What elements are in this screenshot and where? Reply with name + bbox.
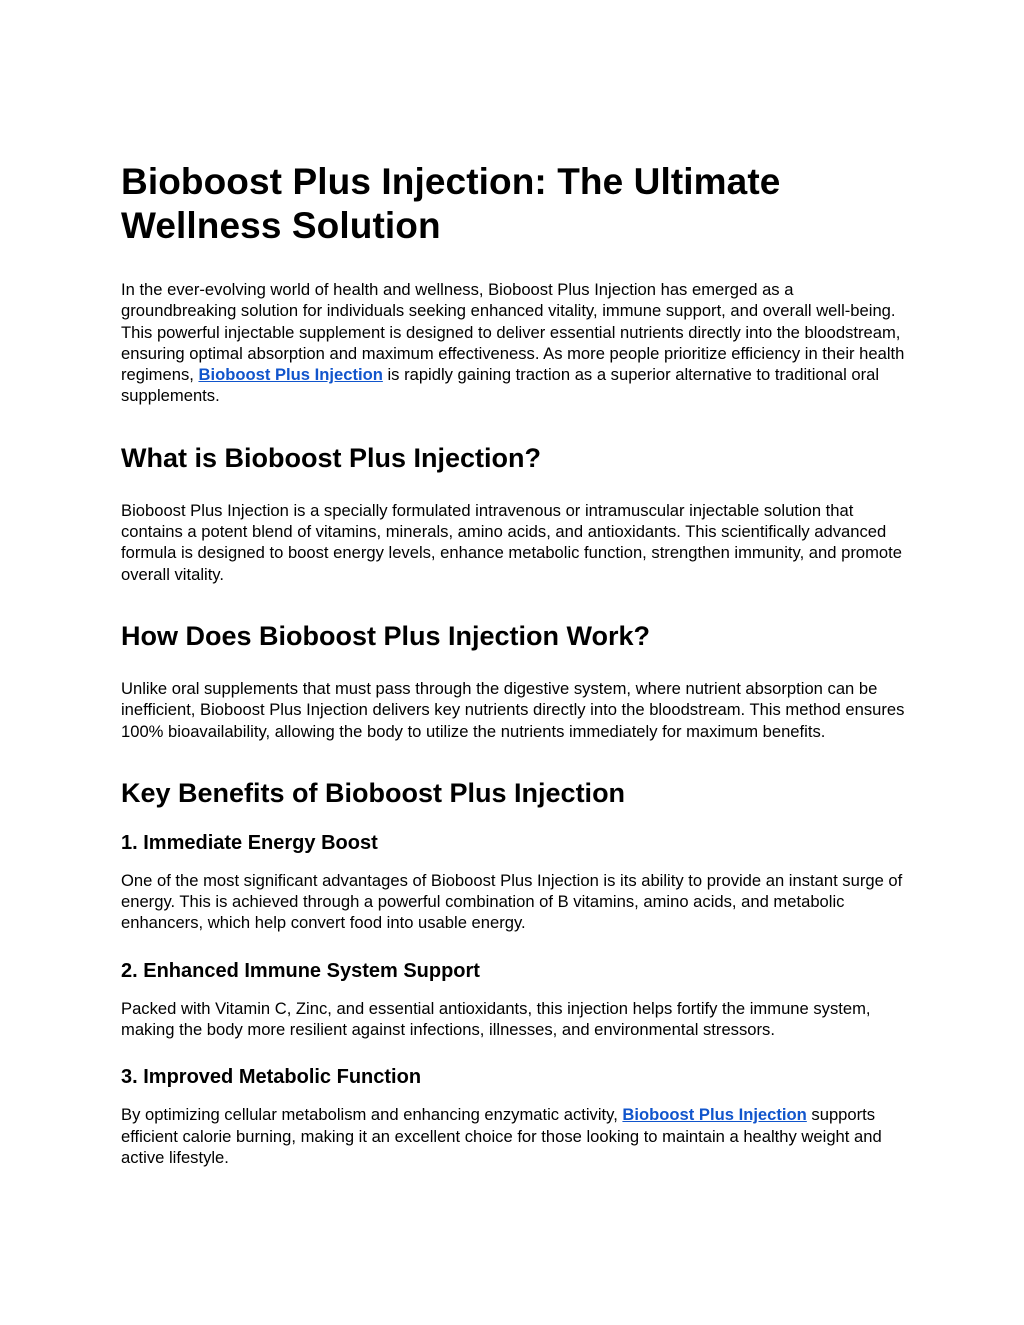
document-page	[121, 160, 911, 1168]
benefit-1-heading: 1. Immediate Energy Boost	[121, 831, 378, 854]
intro-product-link[interactable]: Bioboost Plus Injection	[198, 365, 383, 385]
benefit-3-text-before-link: By optimizing cellular metabolism and enhancing enzymatic activity,	[121, 1105, 623, 1125]
benefit-3-product-link[interactable]: Bioboost Plus Injection	[622, 1105, 807, 1125]
benefit-3-paragraph	[121, 1104, 911, 1168]
benefit-1-paragraph: One of the most significant advantages of Bioboost Plus Injection is its ability to provide an instant surge of energy. This is achieved through a powerful combination of B vitamins, amino acids, and metabolic enhancers, which help convert food into usable energy.	[121, 870, 903, 933]
intro-text-after-link: is rapidly gaining traction as a superior alternative to traditional oral supplements.	[121, 365, 880, 406]
benefit-2-paragraph: Packed with Vitamin C, Zinc, and essential antioxidants, this injection helps fortify the immune system, making the body more resilient against infections, illnesses, and environmental stressors.	[121, 998, 871, 1040]
what-is-heading: What is Bioboost Plus Injection?	[121, 442, 542, 473]
page-title: Bioboost Plus Injection: The Ultimate Wellness Solution	[121, 161, 781, 246]
how-it-works-paragraph: Unlike oral supplements that must pass through the digestive system, where nutrient absorption can be inefficient, Bioboost Plus Injection delivers key nutrients directly into the bloodstream. This method ensures 100% bioavailability, allowing the body to utilize the nutrients immediately for maximum benefits.	[121, 678, 905, 741]
what-is-paragraph: Bioboost Plus Injection is a specially formulated intravenous or intramuscular injectable solution that contains a potent blend of vitamins, minerals, amino acids, and antioxidants. This scientifically advanced formula is designed to boost energy levels, enhance metabolic function, strengthen immunity, and promote overall vitality.	[121, 500, 902, 584]
benefit-3-heading: 3. Improved Metabolic Function	[121, 1066, 422, 1089]
benefit-3-text-after-link: supports efficient calorie burning, making it an excellent choice for those looking to maintain a healthy weight and active lifestyle.	[121, 1105, 882, 1167]
key-benefits-heading: Key Benefits of Bioboost Plus Injection	[121, 777, 626, 808]
intro-paragraph	[121, 279, 911, 407]
how-it-works-heading: How Does Bioboost Plus Injection Work?	[121, 620, 651, 651]
benefit-2-heading: 2. Enhanced Immune System Support	[121, 959, 480, 982]
intro-text-before-link: In the ever-evolving world of health and wellness, Bioboost Plus Injection has emerged as a groundbreaking solution for individuals seeking enhanced vitality, immune support, and overall well-being. This powerful injectable supplement is designed to deliver essential nutrients directly into the bloodstream, ensuring optimal absorption and maximum effectiveness. As more people prioritize efficiency in their health regimens,	[121, 280, 905, 385]
